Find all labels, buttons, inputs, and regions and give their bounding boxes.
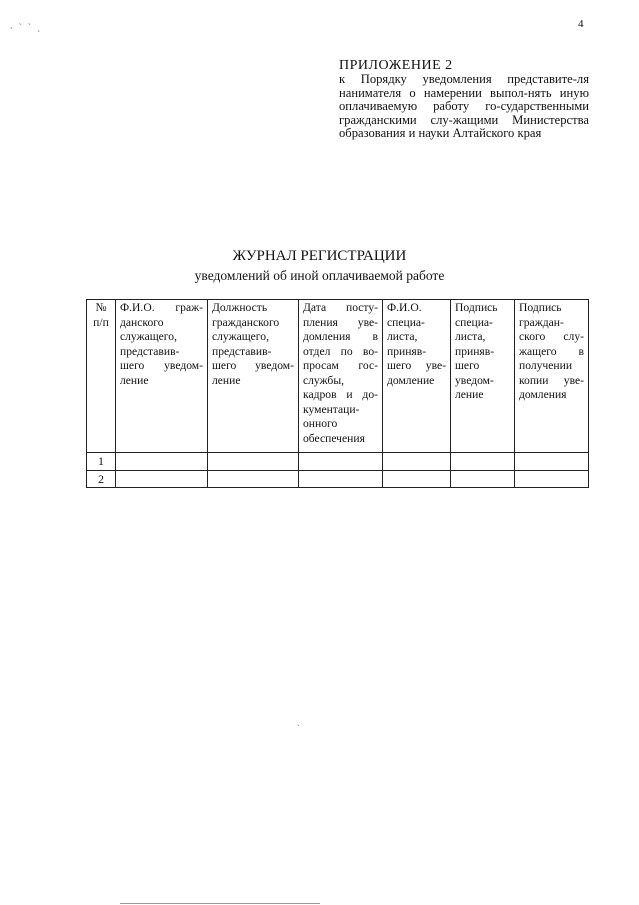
table-cell — [515, 470, 589, 488]
header-number: № п/п — [87, 300, 116, 453]
table-cell — [208, 470, 299, 488]
header-employee-signature: Подпись граждан-ского слу-жащего в получении копии уве-домления — [515, 300, 589, 453]
scan-artifact-line — [120, 903, 320, 904]
header-employee-name: Ф.И.О. граж-данского служащего, представив-шего уведом-ление — [116, 300, 208, 453]
header-specialist-name: Ф.И.О. специа-листа, приняв-шего уве-домление — [383, 300, 451, 453]
row-number: 2 — [87, 470, 116, 488]
appendix-block — [339, 59, 589, 141]
scan-artifact-mark: ˏ — [297, 717, 300, 726]
journal-title: ЖУРНАЛ РЕГИСТРАЦИИ — [232, 248, 407, 264]
table-cell — [383, 453, 451, 471]
header-specialist-signature: Подпись специа-листа, приняв-шего уведом-ление — [451, 300, 515, 453]
appendix-title: ПРИЛОЖЕНИЕ 2 — [339, 58, 453, 73]
table-cell — [116, 453, 208, 471]
table-cell — [451, 453, 515, 471]
header-receipt-date: Дата посту-пления уве-домления в отдел по во-просам гос-службы, кадров и до-кументаци-онного обеспечения — [299, 300, 383, 453]
journal-subtitle: уведомлений об иной оплачиваемой работе — [194, 268, 445, 283]
table-row — [87, 470, 589, 488]
table-cell — [451, 470, 515, 488]
table-cell — [299, 453, 383, 471]
registration-table — [86, 299, 589, 488]
scan-artifact-dots: ⸳ ˋ ˋ ˏ — [10, 22, 43, 32]
row-number: 1 — [87, 453, 116, 471]
table-cell — [383, 470, 451, 488]
table-header-row — [87, 300, 589, 453]
table-cell — [116, 470, 208, 488]
table-cell — [299, 470, 383, 488]
appendix-text: к Порядку уведомления представите-ля нанимателя о намерении выпол-нять иную оплачиваемую работу го-сударственными гражданскими слу-жащими Министерства образования и науки Алтайского края — [339, 72, 589, 141]
table-cell — [208, 453, 299, 471]
table-cell — [515, 453, 589, 471]
table-row — [87, 453, 589, 471]
page-number: 4 — [578, 18, 584, 30]
header-employee-position: Должность гражданского служащего, представив-шего уведом-ление — [208, 300, 299, 453]
